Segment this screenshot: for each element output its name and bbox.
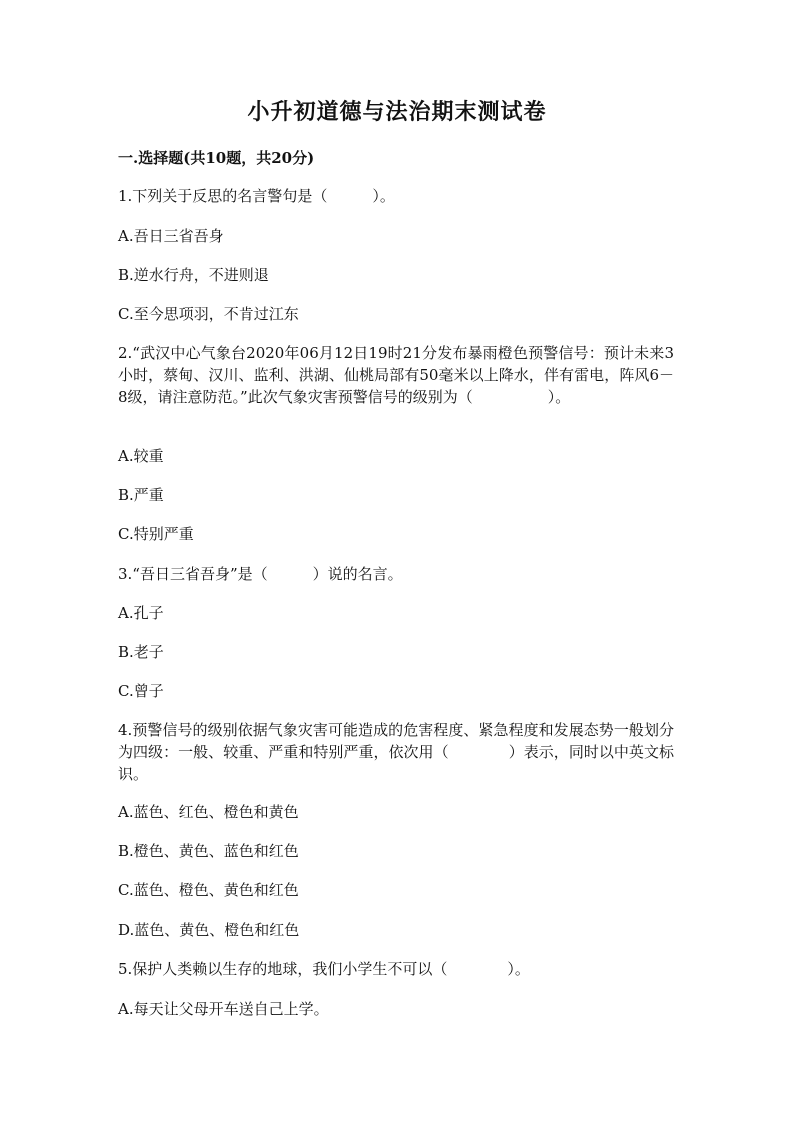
question-1-option-b: B.逆水行舟，不进则退: [118, 266, 269, 284]
question-4-stem: 4.预警信号的级别依据气象灾害可能造成的危害程度、紧急程度和发展态势一般划分为四级：一般、较重、严重和特别严重，依次用（ ）表示，同时以中英文标识。: [118, 721, 674, 783]
question-1-stem: 1.下列关于反思的名言警句是（ ）。: [118, 187, 395, 205]
question-1-option-c: C.至今思项羽，不肯过江东: [118, 305, 299, 323]
question-4-option-d: D.蓝色、黄色、橙色和红色: [118, 921, 300, 939]
question-3-option-c: C.曾子: [118, 682, 164, 700]
question-2-option-c: C.特别严重: [118, 525, 194, 543]
question-3-option-b: B.老子: [118, 643, 164, 661]
question-4-option-a: A.蓝色、红色、橙色和黄色: [118, 803, 299, 821]
question-5-option-a: A.每天让父母开车送自己上学。: [118, 1000, 329, 1018]
question-2-option-b: B.严重: [118, 486, 164, 504]
question-3-option-a: A.孔子: [118, 604, 164, 622]
question-4-option-b: B.橙色、黄色、蓝色和红色: [118, 842, 299, 860]
page-title: 小升初道德与法治期末测试卷: [247, 99, 547, 125]
section-heading: 一.选择题(共10题，共20分): [118, 149, 315, 167]
question-5-stem: 5.保护人类赖以生存的地球，我们小学生不可以（ ）。: [118, 960, 530, 978]
question-2-stem: 2.“武汉中心气象台2020年06月12日19时21分发布暴雨橙色预警信号：预计未来3小时，蔡甸、汉川、监利、洪湖、仙桃局部有50毫米以上降水，伴有雷电，阵风6－8级，请注意防范。”此次气象灾害预警信号的级别为（ ）。: [118, 344, 674, 406]
question-2-option-a: A.较重: [118, 447, 164, 465]
question-1-option-a: A.吾日三省吾身: [118, 227, 224, 245]
question-3-stem: 3.“吾日三省吾身”是（ ）说的名言。: [118, 565, 403, 583]
question-4-option-c: C.蓝色、橙色、黄色和红色: [118, 881, 299, 899]
